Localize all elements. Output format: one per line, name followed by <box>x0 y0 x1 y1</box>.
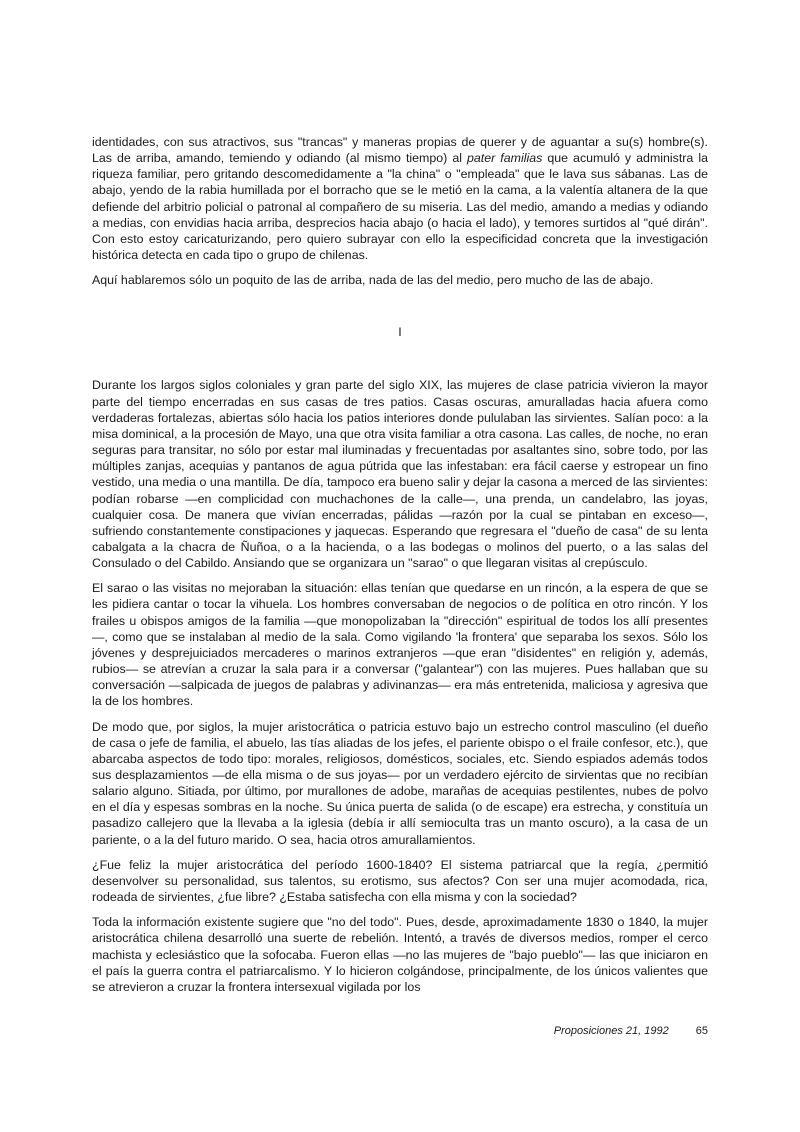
paragraph-1-text-c: que acumuló y administra la riqueza familiar, pero gritando descomedidamente a "la china" o "empleada" que le lava sus sábanas. Las de abajo, yendo de la rabia humillada por el borracho que se le metió en la cama, a la valentía altanera de la que defiende del arbitrio policial o patronal al compañero de su miseria. Las del medio, amando a medias y odiando a medias, con envidias hacia arriba, desprecios hacia abajo (o hacia el lado), y temores surtidos al "qué dirán". Con esto estoy caricaturizando, pero quiero subrayar con ello la especificidad concreta que la investigación histórica detecta en cada tipo o grupo de chilenas. <box>92 151 708 263</box>
page-number: 65 <box>695 1025 708 1037</box>
paragraph-1-text-a: identidades, con sus atractivos, sus "trancas" y maneras propias de querer y de aguantar a su(s) hombre(s). Las de arriba, amando, temiendo y odiando (al mismo tiempo) al <box>92 135 708 166</box>
paragraph-7: Toda la información existente sugiere que "no del todo". Pues, desde, aproximadamente 1830 o 1840, la mujer aristocrática chilena desarrolló una suerte de rebelión. Intentó, a través de diversos medios, romper el cerco machista y eclesiástico que la sofocaba. Fueron ellas —no las mujeres de "bajo pueblo"— las que iniciaron en el país la guerra contra el patriarcalismo. Y lo hicieron colgándose, principalmente, de los únicos valientes que se atrevieron a cruzar la frontera intersexual vigilada por los <box>92 915 708 994</box>
paragraph-6: ¿Fue feliz la mujer aristocrática del período 1600-1840? El sistema patriarcal que la regía, ¿permitió desenvolver su personalidad, sus talentos, su erotismo, sus afectos? Con ser una mujer acomodada, rica, rodeada de sirvientes, ¿fue libre? ¿Estaba satisfecha con ella misma y con la sociedad? <box>92 857 708 905</box>
page-body <box>92 134 708 1004</box>
paragraph-5: De modo que, por siglos, la mujer aristocrática o patricia estuvo bajo un estrecho control masculino (el dueño de casa o jefe de familia, el abuelo, las tías aliadas de los jefes, el pariente obispo o el fraile confesor, etc.), que abarcaba aspectos de todo tipo: morales, religiosos, domésticos, sociales, etc. Siendo espiados además todos sus desplazamientos —de ella misma o de sus joyas— por un verdadero ejército de sirvientas que no recibían salario alguno. Sitiada, por último, por murallones de adobe, marañas de acequias pestilentes, nubes de polvo en el día y espesas sombras en la noche. Su única puerta de salida (o de escape) era estrecha, y constituía un pasadizo callejero que la llevaba a la iglesia (debía ir allí semioculta tras un manto oscuro), a la casa de un pariente, o a la del futuro marido. O sea, hacia otros amurallamientos. <box>92 719 708 847</box>
paragraph-1-italic-term: pater familias <box>467 151 543 166</box>
paragraph-2: Aquí hablaremos sólo un poquito de las de arriba, nada de las del medio, pero mucho de las de abajo. <box>92 273 654 288</box>
page-footer <box>92 1024 708 1038</box>
section-number: I <box>398 325 402 340</box>
paragraph-3: Durante los largos siglos coloniales y gran parte del siglo XIX, las mujeres de clase patricia vivieron la mayor parte del tiempo encerradas en sus casas de tres patios. Casas oscuras, amuralladas hacia afuera como verdaderas fortalezas, abiertas sólo hacia los patios interiores donde pululaban las sirvientes. Salían poco: a la misa dominical, a la procesión de Mayo, una que otra visita familiar a otra casona. Las calles, de noche, no eran seguras para transitar, no sólo por estar mal iluminadas y frecuentadas por asaltantes sino, sobre todo, por las múltiples zanjas, acequias y pantanos de agua pútrida que las infestaban: era fácil caerse y estropear un fino vestido, una media o una mantilla. De día, tampoco era bueno salir y dejar la casona a merced de las sirvientes: podían robarse —en complicidad con muchachones de la calle—, una prenda, un candelabro, las joyas, cualquier cosa. De manera que vivían encerradas, pálidas —razón por la cual se pintaban en exceso—, sufriendo constantemente constipaciones y jaquecas. Esperando que regresara el "dueño de casa" de su lenta cabalgata a la chacra de Ñuñoa, o a la hacienda, o a las bodegas o molinos del puerto, o a las salas del Consulado o del Cabildo. Ansiando que se organizara un "sarao" o que llegaran visitas al crepúsculo. <box>92 378 708 571</box>
journal-citation: Proposiciones 21, 1992 <box>553 1025 669 1037</box>
paragraph-4: El sarao o las visitas no mejoraban la situación: ellas tenían que quedarse en un rincón, a la espera de que se les pidiera cantar o tocar la vihuela. Los hombres conversaban de negocios o de política en otro rincón. Y los frailes u obispos amigos de la familia —que monopolizaban la "dirección" espiritual de todos los allí presentes—, como que se instalaban al medio de la sala. Como vigilando 'la frontera' que separaba los sexos. Sólo los jóvenes y desprejuiciados mercaderes o marinos extranjeros —que eran "disidentes" en religión y, además, rubios— se atrevían a cruzar la sala para ir a conversar ("galantear") con las mujeres. Pues hallaban que su conversación —salpicada de juegos de palabras y adivinanzas— era más entretenida, maliciosa y agresiva que la de los hombres. <box>92 581 708 709</box>
paragraph-1 <box>92 134 708 263</box>
